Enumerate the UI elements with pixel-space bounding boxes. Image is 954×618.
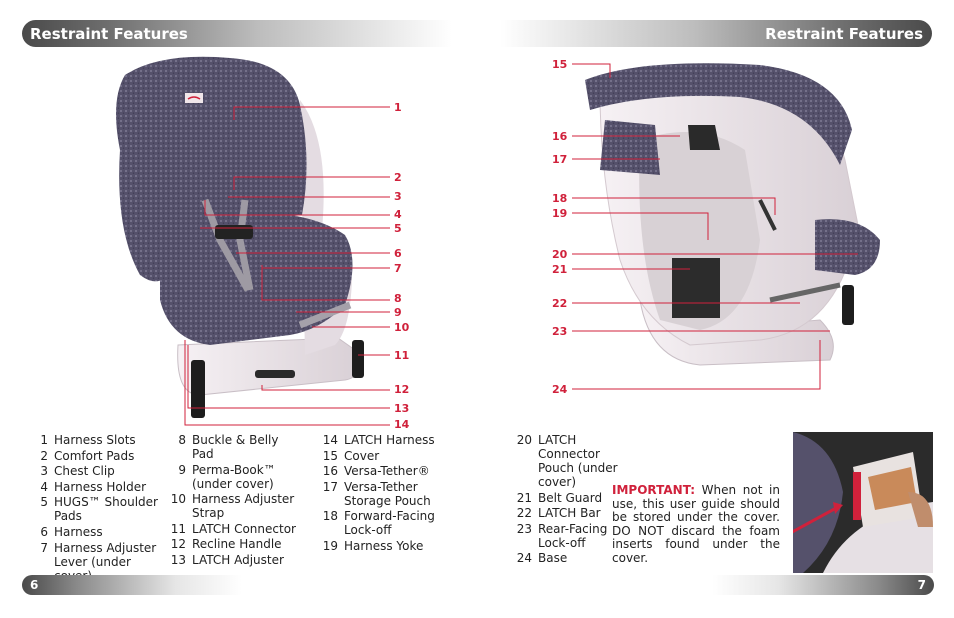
callout-22: 22 — [552, 297, 568, 310]
list-item: 5 HUGS™ Shoulder Pads — [40, 495, 158, 524]
list-item: 16 Versa-Tether® — [322, 464, 430, 479]
right-page-number: 7 — [712, 575, 934, 595]
important-text: When not in use, this user guide should be stored under the cover. DO NOT discard the foam inserts found under the cover. — [612, 483, 780, 565]
callout-15: 15 — [552, 58, 568, 71]
callout-18: 18 — [552, 192, 568, 205]
callout-17: 17 — [552, 153, 568, 166]
list-item: 19 Harness Yoke — [322, 538, 424, 553]
left-page-number: 6 — [22, 575, 242, 595]
feature-list-col-1 — [28, 433, 166, 584]
right-page-header: Restraint Features — [500, 20, 932, 47]
callout-24: 24 — [552, 383, 568, 396]
callout-8: 8 — [394, 292, 402, 305]
list-item: 4 Harness Holder — [40, 479, 147, 494]
list-item: 14 LATCH Harness — [322, 433, 435, 447]
callout-4: 4 — [394, 208, 402, 221]
list-item: 23 Rear-Facing Lock-off — [516, 521, 608, 550]
feature-list-col-4 — [512, 433, 628, 567]
list-item: 20 LATCH Connector Pouch (under cover) — [516, 433, 618, 489]
list-item: 3 Chest Clip — [40, 464, 115, 479]
callout-1: 1 — [394, 101, 402, 114]
important-label: IMPORTANT: — [612, 483, 696, 497]
callout-9: 9 — [394, 306, 402, 319]
list-item: 9 Perma-Book™ (under cover) — [178, 462, 276, 491]
list-item: 21 Belt Guard — [516, 490, 603, 505]
list-item: 22 LATCH Bar — [516, 506, 601, 521]
callout-21: 21 — [552, 263, 568, 276]
user-guide-storage-photo — [793, 432, 933, 573]
feature-list-col-2 — [166, 433, 296, 569]
callout-20: 20 — [552, 248, 568, 261]
list-item: 12 Recline Handle — [170, 537, 282, 552]
list-item: 2 Comfort Pads — [40, 448, 135, 463]
callout-19: 19 — [552, 207, 568, 220]
list-item: 15 Cover — [322, 448, 380, 463]
callout-14: 14 — [394, 418, 410, 431]
callout-5: 5 — [394, 222, 402, 235]
list-item: 13 LATCH Adjuster — [170, 552, 284, 567]
list-item: 8 Buckle & Belly Pad — [178, 433, 279, 461]
list-item: 11 LATCH Connector — [170, 521, 296, 536]
callout-11: 11 — [394, 349, 410, 362]
list-item: 1 Harness Slots — [40, 433, 136, 447]
callout-13: 13 — [394, 402, 410, 415]
list-item: 6 Harness — [40, 524, 103, 539]
list-item: 18 Forward-Facing Lock-off — [322, 509, 435, 538]
callout-2: 2 — [394, 171, 402, 184]
callout-3: 3 — [394, 190, 402, 203]
side-view-car-seat — [585, 63, 880, 365]
callout-7: 7 — [394, 262, 402, 275]
left-page-header: Restraint Features — [22, 20, 452, 47]
front-view-car-seat — [116, 57, 364, 418]
callout-6: 6 — [394, 247, 402, 260]
list-item: 17 Versa-Tether Storage Pouch — [322, 479, 431, 508]
list-item: 24 Base — [516, 551, 568, 566]
list-item: 10 Harness Adjuster Strap — [170, 492, 295, 521]
feature-list-col-3 — [318, 433, 438, 555]
callout-10: 10 — [394, 321, 410, 334]
important-note — [612, 484, 780, 566]
callout-12: 12 — [394, 383, 410, 396]
user-guide-photo-drawing — [793, 432, 933, 573]
callout-23: 23 — [552, 325, 568, 338]
list-item: 7 Harness Adjuster Lever (under — [40, 540, 157, 569]
callout-16: 16 — [552, 130, 568, 143]
